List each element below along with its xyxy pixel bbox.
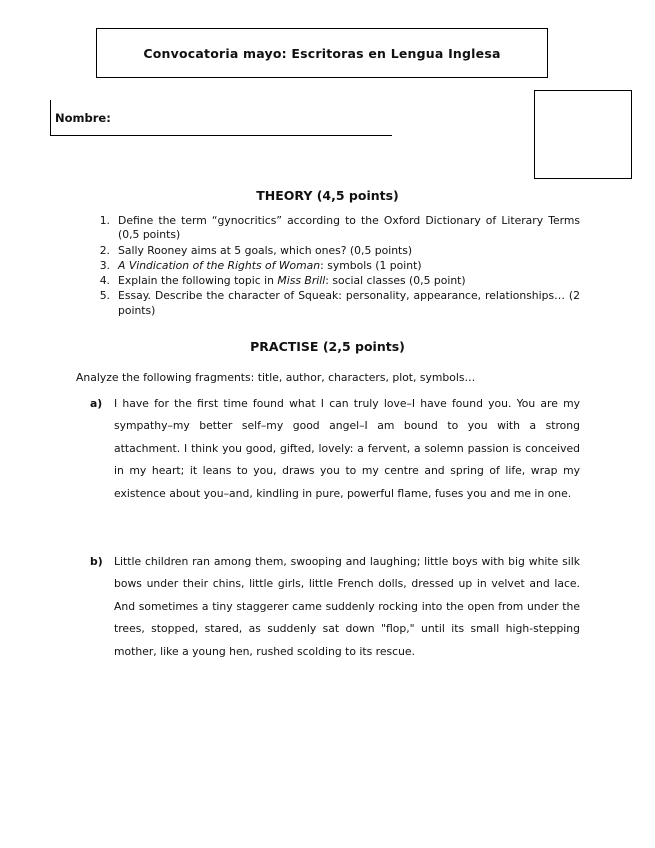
list-item (92, 214, 580, 243)
name-vertical-rule (50, 100, 51, 136)
item-text: Sally Rooney aims at 5 goals, which ones? (0,5 points) (118, 243, 413, 257)
item-number: 2. (99, 243, 110, 257)
name-label: Nombre: (55, 111, 111, 125)
list-item (92, 259, 580, 273)
work-title: A Vindication of the Rights of Woman (118, 258, 321, 272)
work-title: Miss Brill (277, 274, 326, 287)
item-text: Essay. Describe the character of Squeak: personality, appearance, relationships… (2 points) (118, 289, 580, 317)
fragment-text: I have for the first time found what I can truly love–I have found you. You are my sympathy–my better self–my good angel–I am bound to you with a strong attachment. I think you good, gifted, lovely: a fervent, a solemn passion is conceived in my heart; it leans to you, draws you to my centre and spring of life, wrap my existence about you–and, kindling in pure, powerful flame, fuses you and me in one. (114, 397, 580, 500)
item-text (118, 259, 580, 273)
fragment-marker: a) (90, 397, 103, 410)
item-text-rest: : social classes (0,5 point) (325, 274, 466, 287)
item-number: 3. (99, 258, 110, 272)
item-number: 1. (99, 214, 110, 227)
page-title: Convocatoria mayo: Escritoras en Lengua Inglesa (143, 45, 501, 61)
item-text: Define the term “gynocritics” according to the Oxford Dictionary of Literary Terms (0,5 points) (118, 214, 580, 242)
item-text-pre: Explain the following topic in (118, 274, 278, 287)
exam-title-box (96, 28, 548, 78)
grade-box[interactable] (534, 90, 632, 179)
practise-heading: PRACTISE (2,5 points) (250, 339, 405, 354)
name-write-line[interactable] (50, 135, 392, 136)
practise-instructions: Analyze the following fragments: title, author, characters, plot, symbols… (76, 371, 476, 384)
list-item (92, 244, 580, 258)
fragment-marker: b) (90, 555, 103, 568)
list-item (92, 289, 580, 318)
fragment-a (90, 393, 580, 505)
item-text (118, 274, 580, 288)
theory-heading: THEORY (4,5 points) (256, 188, 399, 203)
fragment-b (90, 551, 580, 663)
fragment-text: Little children ran among them, swooping and laughing; little boys with big white silk bows under their chins, little girls, little French dolls, dressed up in velvet and lace. And sometimes a tiny staggerer came suddenly rocking into the open from under the trees, stopped, stared, as suddenly sat down "flop," until its small high-stepping mother, like a young hen, rushed scolding to its rescue. (114, 555, 580, 658)
list-item (92, 274, 580, 288)
item-number: 5. (99, 289, 110, 303)
item-number: 4. (99, 274, 110, 287)
theory-question-list (92, 214, 580, 319)
item-text-rest: : symbols (1 point) (320, 258, 422, 272)
name-field-block (50, 100, 392, 136)
